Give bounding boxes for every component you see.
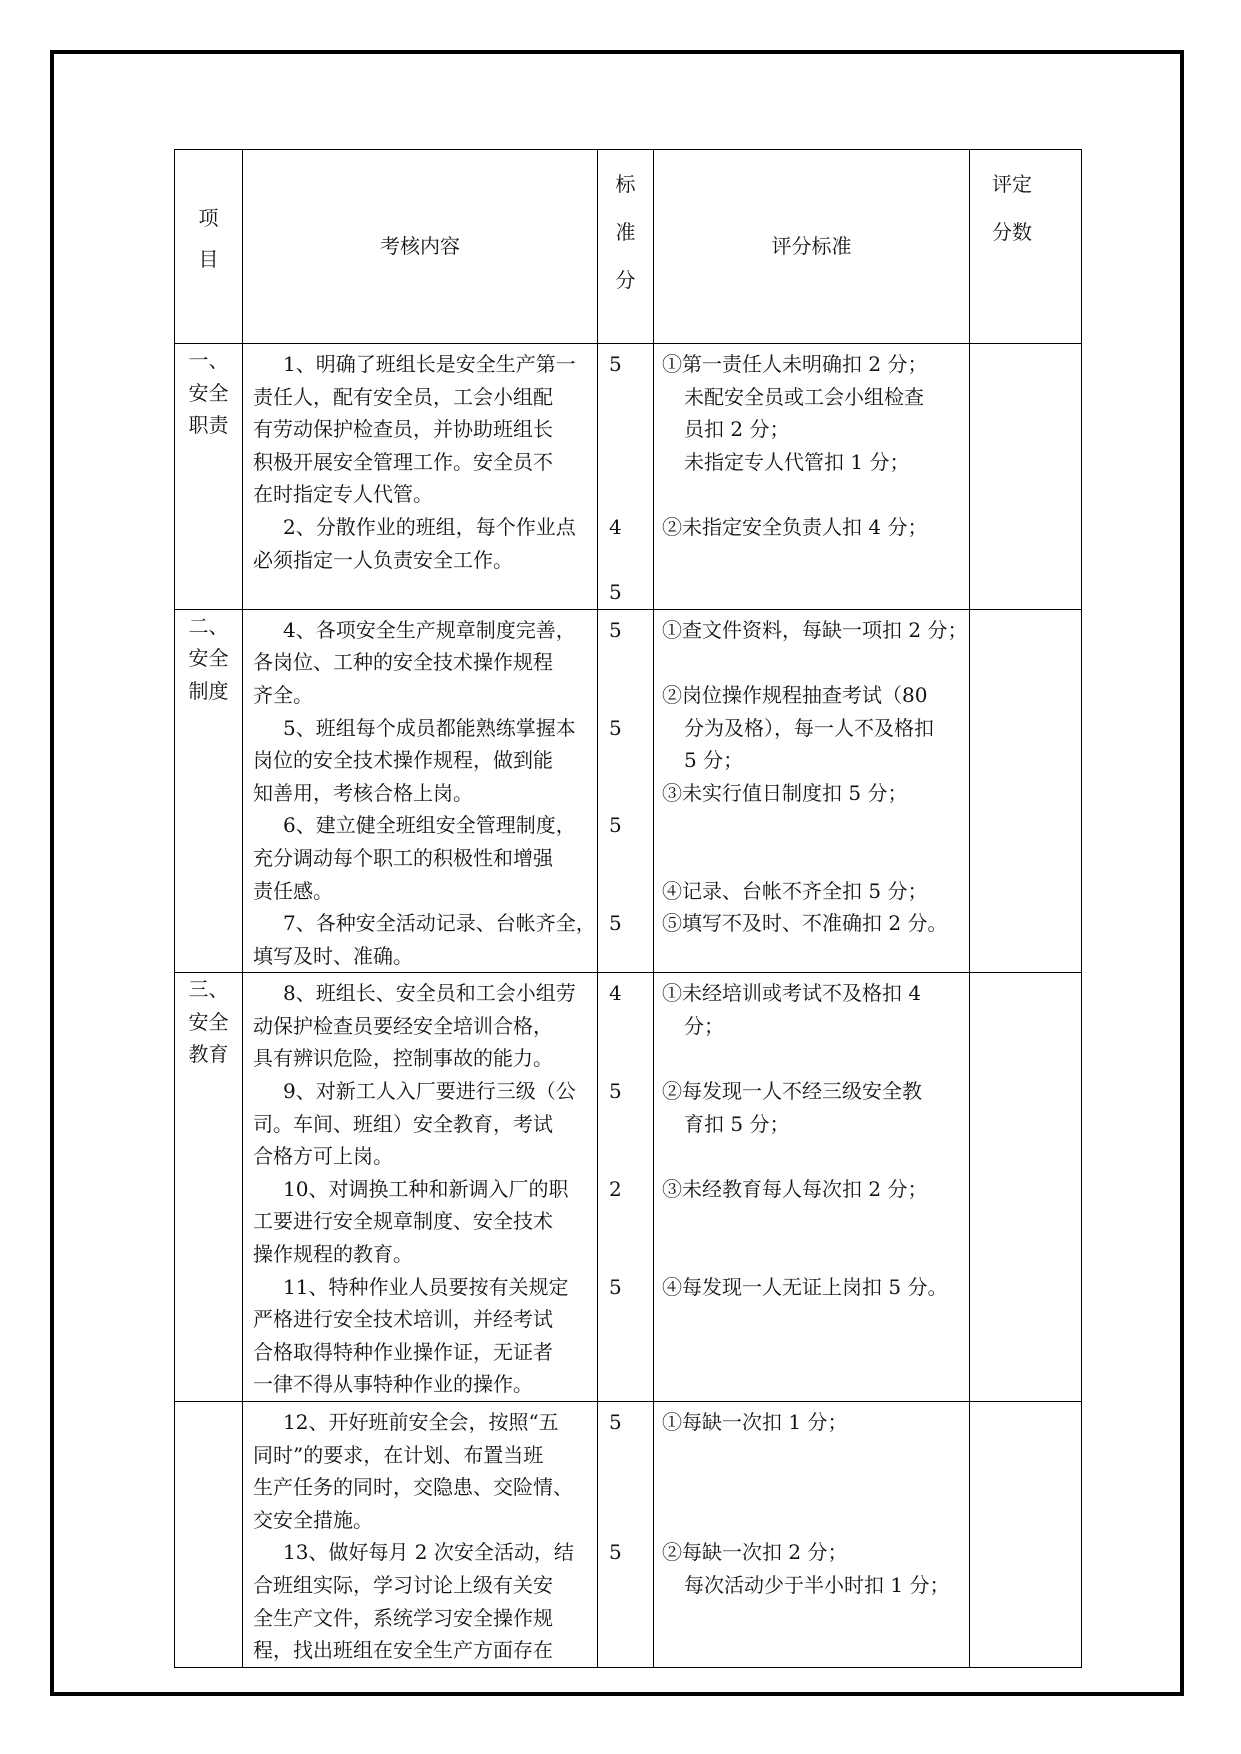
section-row [175, 609, 1082, 973]
standard-score-line: 4 [609, 981, 622, 1006]
standard-score-line [609, 1010, 653, 1043]
assessment-content-line: 填写及时、准确。 [253, 943, 413, 968]
standard-score-line [609, 1439, 653, 1472]
scoring-criteria-line [662, 940, 965, 973]
scoring-criteria-line: 员扣 2 分； [684, 417, 790, 442]
assessment-content [243, 609, 598, 973]
assessment-content-line: 合格取得特种作业操作证，无证者 [253, 1339, 553, 1364]
standard-score-line [609, 1140, 653, 1173]
standard-score-line: 5 [609, 1410, 622, 1434]
assessment-content-line: 司。车间、班组）安全教育，考试 [253, 1111, 553, 1136]
assessment-content-line: 7、各种安全活动记录、台帐齐全， [283, 911, 596, 936]
scoring-criteria-line: ③未实行值日制度扣 5 分； [662, 780, 908, 805]
header-score: 评定 分数 [970, 150, 1082, 344]
scoring-criteria-line [662, 1368, 965, 1401]
standard-score-line [609, 478, 653, 511]
section-category: 一、 安全 职责 [175, 344, 243, 610]
scoring-criteria-line [662, 842, 965, 875]
assessment-content-line: 积极开展安全管理工作。安全员不 [253, 449, 553, 474]
assessment-content-line: 动保护检查员要经安全培训合格， [253, 1013, 553, 1038]
section-row [175, 1402, 1082, 1668]
header-content: 考核内容 [243, 150, 598, 344]
assessment-content-line: 同时”的要求，在计划、布置当班 [253, 1442, 544, 1467]
standard-score-line: 5 [609, 1079, 622, 1104]
scoring-criteria-line [662, 544, 965, 577]
scoring-criteria-line [662, 1042, 965, 1075]
scoring-criteria-line [662, 1336, 965, 1369]
scoring-criteria-line: 分为及格），每一人不及格扣 [684, 715, 934, 740]
rated-score-cell[interactable] [970, 973, 1082, 1402]
scoring-criteria-line [662, 1238, 965, 1271]
assessment-content-line: 9、对新工人入厂要进行三级（公 [283, 1079, 576, 1104]
standard-score-line: 5 [609, 813, 622, 838]
standard-score-line [609, 1602, 653, 1635]
standard-score-line: 5 [609, 352, 622, 376]
scoring-criteria-line: ②岗位操作规程抽查考试（80 [662, 682, 928, 707]
section-category [175, 1402, 243, 1668]
assessment-content-line: 程，找出班组在安全生产方面存在 [253, 1638, 553, 1663]
assessment-content-line: 1、明确了班组长是安全生产第一 [283, 352, 576, 376]
standard-score-line [609, 1471, 653, 1504]
rated-score-cell[interactable] [970, 609, 1082, 973]
assessment-content-line: 齐全。 [253, 682, 313, 707]
scoring-criteria-line [662, 646, 965, 679]
standard-score-line [609, 875, 653, 908]
standard-score-line [609, 413, 653, 446]
assessment-content-line: 11、特种作业人员要按有关规定 [283, 1274, 569, 1299]
scoring-criteria [654, 609, 970, 973]
scoring-criteria-line: 5 分； [684, 748, 744, 773]
assessment-content-line: 合格方可上岗。 [253, 1144, 393, 1169]
standard-score-line: 5 [609, 580, 622, 605]
standard-score-line: 4 [609, 514, 622, 539]
standard-score-line [609, 1303, 653, 1336]
scoring-criteria-line [662, 1303, 965, 1336]
assessment-content-line: 工要进行安全规章制度、安全技术 [253, 1209, 553, 1234]
scoring-criteria-line: ①每缺一次扣 1 分； [662, 1410, 848, 1434]
assessment-content-line: 一律不得从事特种作业的操作。 [253, 1372, 533, 1397]
section-category: 三、 安全 教育 [175, 973, 243, 1402]
scoring-criteria-line [662, 1504, 965, 1537]
assessment-content-line: 充分调动每个职工的积极性和增强 [253, 845, 553, 870]
standard-score [598, 973, 654, 1402]
scoring-criteria-line: 分； [684, 1013, 724, 1038]
scoring-criteria-line: 未配安全员或工会小组检查 [684, 384, 924, 409]
standard-score-line [609, 381, 653, 414]
standard-score-line: 5 [609, 1274, 622, 1299]
assessment-content-line: 2、分散作业的班组，每个作业点 [283, 514, 576, 539]
section-row [175, 344, 1082, 610]
assessment-content-line: 13、做好每月 2 次安全活动，结 [283, 1540, 574, 1565]
scoring-criteria-line [662, 1205, 965, 1238]
scoring-criteria-line: ④每发现一人无证上岗扣 5 分。 [662, 1274, 948, 1299]
assessment-content-line [253, 576, 593, 609]
standard-score-line [609, 1238, 653, 1271]
scoring-criteria-line [662, 809, 965, 842]
standard-score-line [609, 679, 653, 712]
assessment-content-line: 必须指定一人负责安全工作。 [253, 547, 513, 572]
scoring-criteria [654, 344, 970, 610]
standard-score-line [609, 842, 653, 875]
header-standard: 标 准 分 [598, 150, 654, 344]
standard-score-line [609, 1634, 653, 1667]
assessment-content-line: 岗位的安全技术操作规程，做到能 [253, 748, 553, 773]
assessment-content-line: 具有辨识危险，控制事故的能力。 [253, 1046, 553, 1071]
standard-score-line: 5 [609, 715, 622, 740]
scoring-criteria-line [662, 1439, 965, 1472]
assessment-content-line: 12、开好班前安全会，按照“五 [283, 1410, 559, 1434]
scoring-criteria-line: ④记录、台帐不齐全扣 5 分； [662, 878, 928, 903]
scoring-criteria-line: ②未指定安全负责人扣 4 分； [662, 514, 928, 539]
assessment-content-line: 有劳动保护检查员，并协助班组长 [253, 417, 553, 442]
standard-score-line [609, 544, 653, 577]
scoring-criteria-line: ②每缺一次扣 2 分； [662, 1540, 848, 1565]
assessment-content [243, 344, 598, 610]
assessment-content-line: 严格进行安全技术培训，并经考试 [253, 1307, 553, 1332]
section-row [175, 973, 1082, 1402]
header-row [175, 150, 1082, 344]
rated-score-cell[interactable] [970, 344, 1082, 610]
assessment-content-line: 交安全措施。 [253, 1507, 373, 1532]
scoring-criteria-line: ②每发现一人不经三级安全教 [662, 1079, 922, 1104]
standard-score-line: 5 [609, 911, 622, 936]
scoring-criteria-line [662, 1602, 965, 1635]
standard-score-line [609, 1569, 653, 1602]
standard-score-line: 2 [609, 1176, 622, 1201]
standard-score [598, 609, 654, 973]
header-criteria: 评分标准 [654, 150, 970, 344]
standard-score-line [609, 1108, 653, 1141]
scoring-criteria [654, 1402, 970, 1668]
scoring-criteria-line [662, 1140, 965, 1173]
assessment-content-line: 责任感。 [253, 878, 333, 903]
standard-score-line [609, 446, 653, 479]
standard-score-line [609, 1205, 653, 1238]
rated-score-cell[interactable] [970, 1402, 1082, 1668]
assessment-content-line: 在时指定专人代管。 [253, 482, 433, 507]
assessment-content-line: 全生产文件，系统学习安全操作规 [253, 1605, 553, 1630]
standard-score-line [609, 646, 653, 679]
scoring-criteria-line [662, 576, 965, 609]
scoring-criteria-line: 每次活动少于半小时扣 1 分； [684, 1572, 950, 1597]
scoring-criteria-line: 未指定专人代管扣 1 分； [684, 449, 910, 474]
assessment-content [243, 973, 598, 1402]
standard-score-line [609, 1368, 653, 1401]
standard-score-line [609, 1504, 653, 1537]
standard-score-line [609, 1042, 653, 1075]
scoring-criteria-line: ③未经教育每人每次扣 2 分； [662, 1176, 928, 1201]
assessment-content-line: 4、各项安全生产规章制度完善， [283, 617, 576, 642]
assessment-content-line: 知善用，考核合格上岗。 [253, 780, 473, 805]
assessment-content-line: 5、班组每个成员都能熟练掌握本 [283, 715, 576, 740]
scoring-criteria-line: ①查文件资料，每缺一项扣 2 分； [662, 617, 968, 642]
standard-score-line: 5 [609, 617, 622, 642]
assessment-content-line: 操作规程的教育。 [253, 1242, 413, 1267]
scoring-criteria-line: ①第一责任人未明确扣 2 分； [662, 352, 928, 376]
scoring-criteria-line: ⑤填写不及时、不准确扣 2 分。 [662, 911, 948, 936]
scoring-criteria-line [662, 1471, 965, 1504]
scoring-criteria-line [662, 478, 965, 511]
scoring-criteria-line: ①未经培训或考试不及格扣 4 [662, 981, 922, 1006]
assessment-content-line: 10、对调换工种和新调入厂的职 [283, 1176, 569, 1201]
standard-score-line [609, 744, 653, 777]
assessment-content-line: 生产任务的同时，交隐患、交险情、 [253, 1475, 573, 1500]
assessment-content-line: 责任人，配有安全员，工会小组配 [253, 384, 553, 409]
standard-score-line [609, 777, 653, 810]
scoring-criteria-line: 育扣 5 分； [684, 1111, 790, 1136]
standard-score [598, 344, 654, 610]
assessment-content-line: 各岗位、工种的安全技术操作规程 [253, 650, 553, 675]
assessment-content-line: 6、建立健全班组安全管理制度， [283, 813, 576, 838]
assessment-content [243, 1402, 598, 1668]
standard-score-line [609, 1336, 653, 1369]
standard-score [598, 1402, 654, 1668]
section-category: 二、 安全 制度 [175, 609, 243, 973]
assessment-table [174, 149, 1082, 1668]
assessment-content-line: 合班组实际，学习讨论上级有关安 [253, 1572, 553, 1597]
header-item: 项 目 [175, 150, 243, 344]
assessment-content-line: 8、班组长、安全员和工会小组劳 [283, 981, 576, 1006]
standard-score-line [609, 940, 653, 973]
standard-score-line: 5 [609, 1540, 622, 1565]
scoring-criteria-line [662, 1634, 965, 1667]
scoring-criteria [654, 973, 970, 1402]
